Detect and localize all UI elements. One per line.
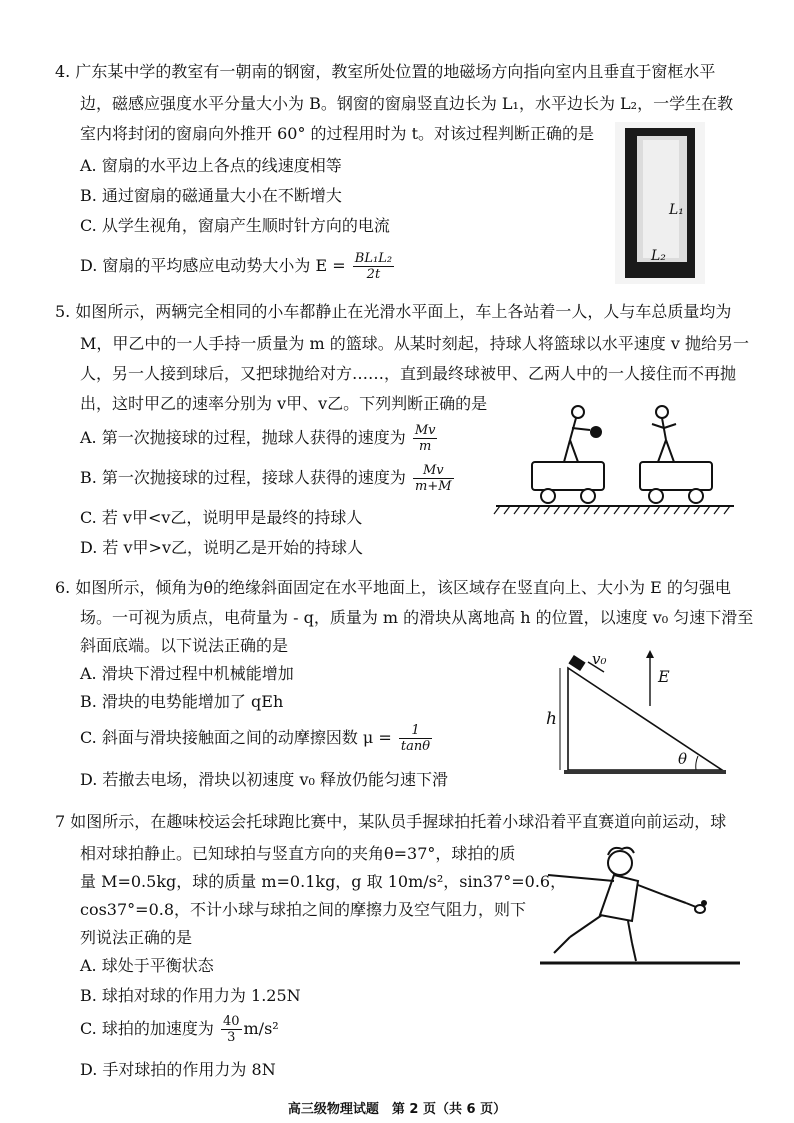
- q7-option-c-fraction: [221, 1014, 242, 1045]
- ground-hatching: [494, 506, 730, 514]
- q6-incline-figure: [540, 650, 730, 778]
- q5-option-c: C. 若 v甲<v乙，说明甲是最终的持球人: [80, 508, 363, 527]
- person-thrower: [564, 406, 590, 462]
- q6-stem-line3: 斜面底端。以下说法正确的是: [80, 636, 289, 655]
- q7-stem-line3: 量 M=0.5kg，球的质量 m=0.1kg，g 取 10m/s²，sin37°=0.6，: [80, 872, 567, 891]
- q6-option-b: B. 滑块的电势能增加了 qEh: [80, 692, 284, 711]
- incline-triangle: [568, 668, 722, 770]
- q5-carts-figure: [492, 400, 737, 520]
- label-theta: θ: [678, 750, 688, 768]
- fraction-numerator: Mv: [414, 423, 436, 438]
- q6-stem-line2: 场。一可视为质点，电荷量为 - q，质量为 m 的滑块从离地高 h 的位置，以速度 v₀ 匀速下滑至: [80, 608, 754, 627]
- ball: [701, 900, 707, 906]
- q5-option-a-fraction: [413, 423, 438, 454]
- fraction-numerator: Mv: [413, 463, 454, 479]
- field-arrow-head: [646, 650, 654, 658]
- q4-option-d-fraction: [353, 251, 394, 282]
- label-e: E: [658, 667, 670, 686]
- fraction-numerator: 1: [399, 723, 432, 739]
- fraction-denominator: 2t: [366, 267, 381, 282]
- fraction-denominator: m+M: [415, 479, 452, 494]
- basketball: [590, 426, 602, 438]
- incline-base: [564, 770, 726, 774]
- q6-option-d: D. 若撤去电场，滑块以初速度 v₀ 释放仍能匀速下滑: [80, 770, 449, 789]
- slider-block: [568, 655, 585, 671]
- q4-option-b: B. 通过窗扇的磁通量大小在不断增大: [80, 186, 342, 205]
- q7-stem-line4: cos37°=0.8，不计小球与球拍之间的摩擦力及空气阻力，则下: [80, 900, 527, 919]
- paddle: [686, 900, 707, 913]
- fraction-denominator: tanθ: [400, 739, 431, 754]
- label-l2: L₂: [651, 248, 666, 264]
- q5-option-b: [80, 460, 456, 496]
- q4-option-d-text: D. 窗扇的平均感应电动势大小为 E =: [80, 256, 346, 275]
- label-l1: L₁: [669, 202, 684, 218]
- q7-option-b: B. 球拍对球的作用力为 1.25N: [80, 986, 301, 1005]
- q4-window-figure: [615, 122, 705, 284]
- q5-stem-line3: 人，另一人接到球后，又把球抛给对方……，直到最终球被甲、乙两人中的一人接住而不再抛: [80, 364, 737, 383]
- q7-stem-line5: 列说法正确的是: [80, 928, 193, 947]
- q6-option-c-text: C. 斜面与滑块接触面之间的动摩擦因数 μ =: [80, 728, 392, 747]
- q4-stem-line2: 边，磁感应强度水平分量大小为 B。钢窗的窗扇竖直边长为 L₁，水平边长为 L₂，一学生在教: [80, 94, 734, 113]
- q4-option-d: [80, 246, 396, 286]
- q5-option-b-text: B. 第一次抛接球的过程，接球人获得的速度为: [80, 468, 406, 487]
- q5-stem-line4: 出，这时甲乙的速率分别为 v甲、v乙。下列判断正确的是: [80, 394, 488, 413]
- q4-stem-line3: 室内将封闭的窗扇向外推开 60° 的过程用时为 t。对该过程判断正确的是: [80, 124, 595, 143]
- window-glass: [643, 140, 679, 258]
- q5-option-b-fraction: [413, 463, 454, 494]
- q5-stem-line1: 5. 如图所示，两辆完全相同的小车都静止在光滑水平面上，车上各站着一人，人与车总质量均为: [55, 302, 732, 321]
- q5-option-d: D. 若 v甲>v乙，说明乙是开始的持球人: [80, 538, 364, 557]
- q6-stem-line1: 6. 如图所示，倾角为θ的绝缘斜面固定在水平地面上，该区域存在竖直向上、大小为 E 的匀强电: [55, 578, 731, 597]
- cart-left: [532, 462, 604, 503]
- fraction-denominator: m: [418, 439, 432, 454]
- q4-option-a: A. 窗扇的水平边上各点的线速度相等: [80, 156, 342, 175]
- q7-stem-line1: 7 如图所示，在趣味校运会托球跑比赛中，某队员手握球拍托着小球沿着平直赛道向前运动，球: [55, 812, 727, 831]
- label-v0: v₀: [592, 650, 607, 668]
- q6-option-c: [80, 720, 434, 756]
- cart-right: [640, 462, 712, 503]
- q6-option-c-fraction: [399, 723, 432, 754]
- q5-stem-line2: M，甲乙中的一人手持一质量为 m 的篮球。从某时刻起，持球人将篮球以水平速度 v 抛给另一: [80, 334, 749, 353]
- q7-runner-figure: [540, 845, 740, 970]
- q7-option-c-text: C. 球拍的加速度为: [80, 1019, 214, 1038]
- q7-option-d: D. 手对球拍的作用力为 8N: [80, 1060, 276, 1079]
- fraction-numerator: BL₁L₂: [354, 251, 393, 266]
- angle-arc: [696, 756, 698, 770]
- runner: [548, 848, 686, 961]
- q4-stem-line1: 4. 广东某中学的教室有一朝南的钢窗，教室所处位置的地磁场方向指向室内且垂直于窗框水平: [55, 62, 716, 81]
- fraction-denominator: 3: [227, 1030, 236, 1045]
- q7-option-c: [80, 1010, 279, 1048]
- q7-option-c-unit: m/s²: [243, 1019, 279, 1038]
- q5-option-a: [80, 420, 439, 456]
- fraction-numerator: 40: [222, 1014, 240, 1029]
- q5-option-a-text: A. 第一次抛接球的过程，抛球人获得的速度为: [80, 428, 406, 447]
- q7-option-a: A. 球处于平衡状态: [80, 956, 214, 975]
- person-catcher: [652, 406, 676, 462]
- q7-stem-line2: 相对球拍静止。已知球拍与竖直方向的夹角θ=37°，球拍的质: [80, 844, 516, 863]
- q6-option-a: A. 滑块下滑过程中机械能增加: [80, 664, 294, 683]
- label-h: h: [546, 709, 557, 729]
- q4-option-c: C. 从学生视角，窗扇产生顺时针方向的电流: [80, 216, 390, 235]
- page-footer: 高三级物理试题 第 2 页（共 6 页）: [287, 1102, 507, 1117]
